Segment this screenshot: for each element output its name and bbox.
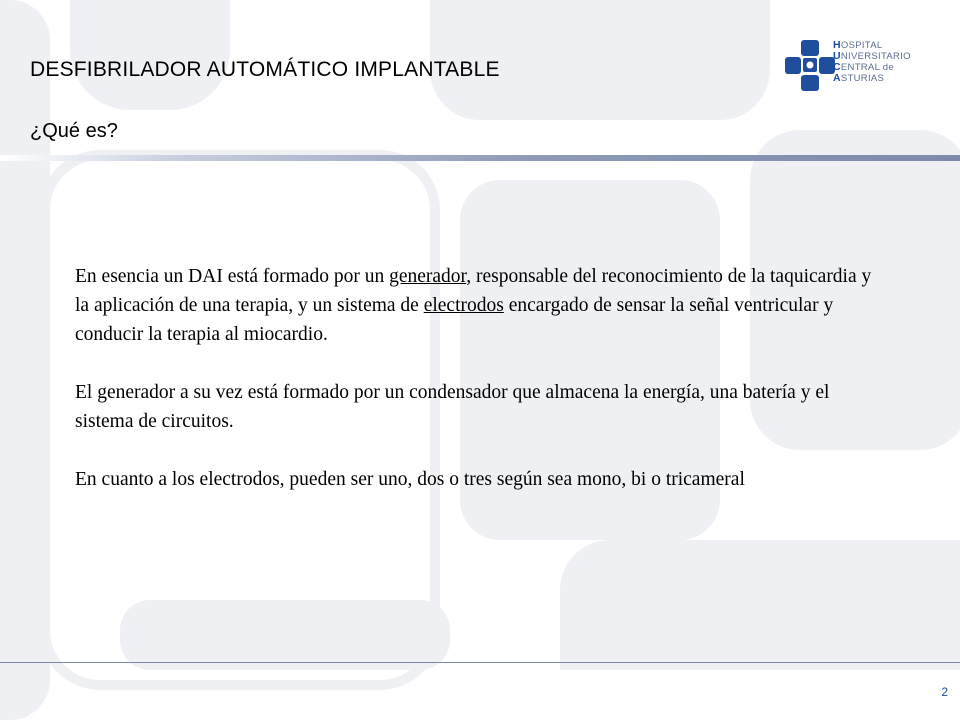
body-paragraph-2: El generador a su vez está formado por un condensador que almacena la energía, una batería y el sistema de circuitos.: [75, 382, 830, 432]
term-generador: generador: [389, 266, 467, 287]
slide-body: [75, 262, 885, 523]
term-electrodos: electrodos: [423, 295, 504, 316]
page-number: 2: [941, 685, 948, 699]
watermark-shape: [120, 600, 450, 670]
slide-title: DESFIBRILADOR AUTOMÁTICO IMPLANTABLE: [30, 58, 500, 81]
hospital-name-line: HOSPITAL: [833, 39, 883, 51]
hospital-name-line: ASTURIAS: [833, 72, 885, 84]
header-divider: [0, 155, 960, 161]
watermark-shape: [560, 540, 960, 670]
hospital-logo: [783, 38, 953, 94]
slide-subtitle: ¿Qué es?: [30, 120, 118, 142]
hospital-name: [833, 40, 911, 84]
hospital-name-line: UNIVERSITARIO: [833, 50, 911, 62]
hospital-name-line: CENTRAL de: [833, 61, 894, 73]
body-paragraph-1: En esencia un DAI está formado por un generador, responsable del reconocimiento de la taquicardia y la aplicación de una terapia, y un sistema de electrodos encargado de sensar la señal ventricular y conducir la terapia al miocardio.: [75, 266, 872, 345]
watermark-shape: [70, 0, 230, 110]
hospital-cross-icon: [783, 38, 839, 94]
footer-divider: [0, 662, 960, 663]
body-paragraph-3: En cuanto a los electrodos, pueden ser uno, dos o tres según sea mono, bi o tricameral: [75, 469, 745, 490]
